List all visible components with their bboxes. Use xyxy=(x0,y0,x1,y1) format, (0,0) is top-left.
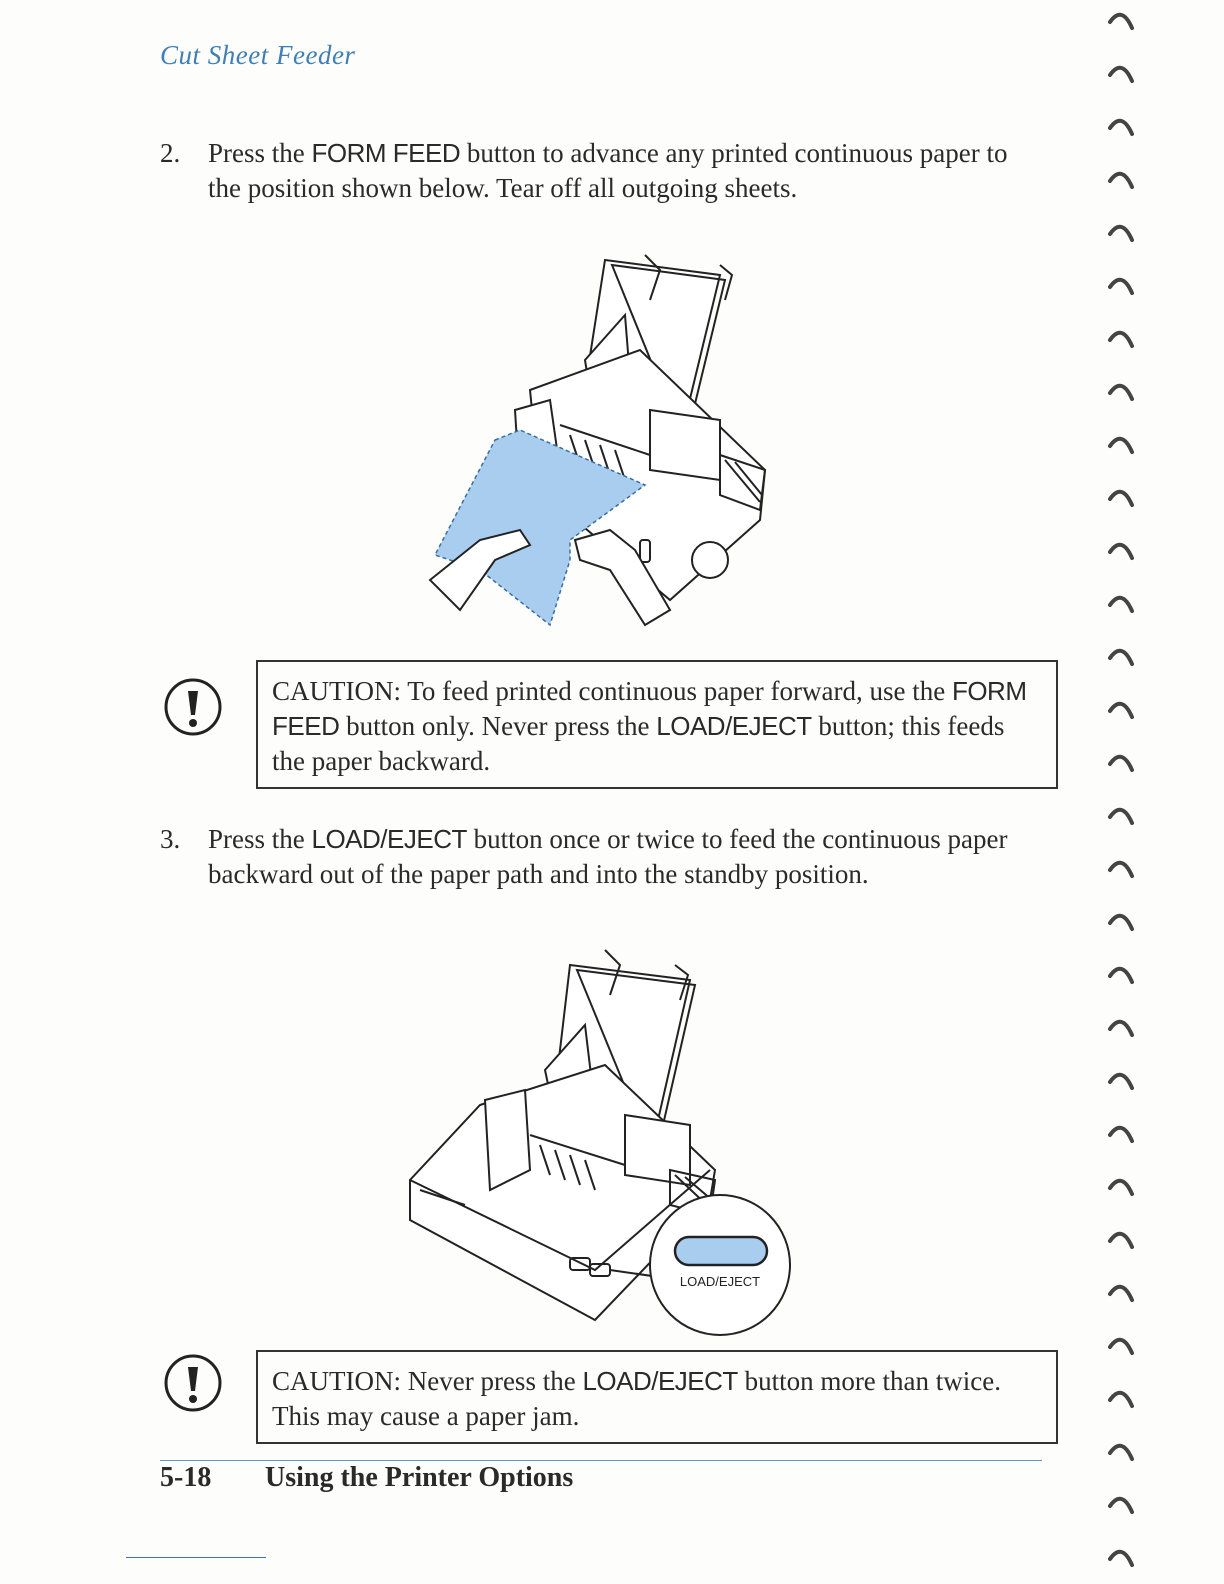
tear-off-illustration xyxy=(420,240,790,630)
caution-label: CAUTION: xyxy=(272,676,401,706)
running-title: Cut Sheet Feeder xyxy=(160,40,356,70)
load-eject-button-highlight xyxy=(675,1237,767,1265)
step-3-number: 3. xyxy=(160,824,181,854)
step-3-text: Press the LOAD/EJECT button once or twice to feed the continuous paper backward out of the paper path and into the standby position. xyxy=(208,824,1008,889)
caution-icon xyxy=(163,1353,223,1413)
step-3 xyxy=(160,822,1040,892)
spiral-binding xyxy=(1100,0,1160,1584)
caution-box-2: CAUTION: Never press the LOAD/EJECT button more than twice. This may cause a paper jam. xyxy=(256,1350,1058,1444)
form-feed-button-name: FORM FEED xyxy=(311,138,461,168)
page-footer xyxy=(160,1462,573,1494)
caution-box-1: CAUTION: To feed printed continuous paper forward, use the FORM FEED button only. Never press the LOAD/EJECT button; this feeds the paper backward. xyxy=(256,660,1058,789)
footer-rule xyxy=(160,1460,1042,1461)
bottom-rule xyxy=(126,1557,266,1558)
step-2-number: 2. xyxy=(160,138,181,168)
step-2-text: Press the FORM FEED button to advance any printed continuous paper to the position shown below. Tear off all outgoing sheets. xyxy=(208,138,1008,203)
step-2 xyxy=(160,136,1040,206)
caution-label: CAUTION: xyxy=(272,1366,401,1396)
load-eject-button-name: LOAD/EJECT xyxy=(582,1366,738,1396)
load-eject-button-name: LOAD/EJECT xyxy=(656,711,812,741)
page-number: 5-18 xyxy=(160,1462,212,1493)
load-eject-illustration xyxy=(405,940,800,1340)
section-title: Using the Printer Options xyxy=(265,1462,574,1493)
caution-icon xyxy=(163,677,223,737)
load-eject-button-name: LOAD/EJECT xyxy=(311,824,467,854)
form-feed-button-name: FORM FEED xyxy=(272,676,1027,741)
load-eject-callout-label: LOAD/EJECT xyxy=(679,1274,761,1289)
